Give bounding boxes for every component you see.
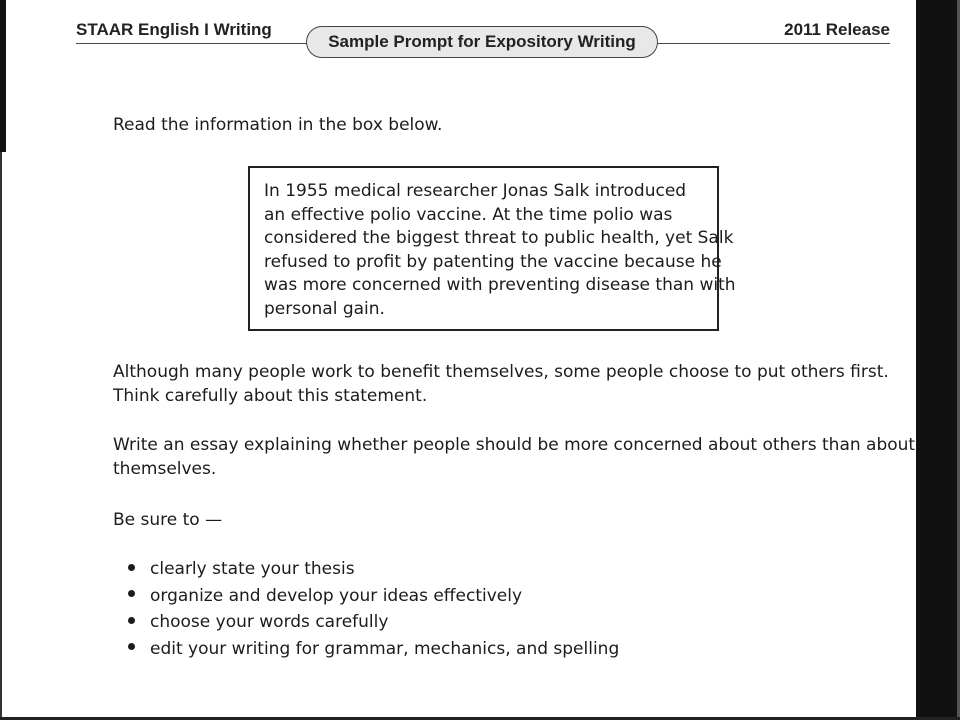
info-line: personal gain. bbox=[264, 298, 385, 319]
info-line: In 1955 medical researcher Jonas Salk introduced bbox=[264, 181, 687, 201]
statement-line: Think carefully about this statement. bbox=[113, 385, 428, 406]
list-item-text: choose your words carefully bbox=[150, 612, 389, 632]
requirements-list bbox=[128, 556, 619, 662]
list-item bbox=[128, 556, 619, 583]
list-item-text: edit your writing for grammar, mechanics, and spelling bbox=[150, 638, 620, 659]
be-sure-text: Be sure to — bbox=[113, 510, 223, 530]
info-line: refused to profit by patenting the vaccine because he bbox=[264, 251, 722, 272]
header-release: 2011 Release bbox=[784, 20, 890, 39]
list-item bbox=[128, 609, 619, 636]
info-line: considered the biggest threat to public health, yet Salk bbox=[264, 228, 734, 248]
header-test-name: STAAR English I Writing bbox=[76, 20, 272, 39]
frame-edge-left bbox=[0, 152, 2, 720]
list-item bbox=[128, 583, 619, 610]
frame-edge-left-top bbox=[0, 0, 6, 152]
list-item bbox=[128, 636, 619, 663]
info-line: an effective polio vaccine. At the time polio was bbox=[264, 204, 673, 225]
frame-edge-right bbox=[916, 0, 960, 720]
bullet-icon bbox=[128, 564, 135, 571]
bullet-icon bbox=[128, 643, 135, 650]
bullet-icon bbox=[128, 590, 135, 597]
bullet-icon bbox=[128, 617, 135, 624]
intro-text: Read the information in the box below. bbox=[113, 115, 443, 135]
task-line: themselves. bbox=[113, 458, 217, 479]
statement-paragraph bbox=[113, 361, 889, 408]
list-item-text: organize and develop your ideas effectively bbox=[150, 585, 523, 606]
task-paragraph bbox=[113, 434, 915, 481]
info-box bbox=[248, 166, 736, 331]
info-line: was more concerned with preventing disease than with bbox=[264, 275, 736, 295]
list-item-text: clearly state your thesis bbox=[150, 559, 355, 579]
statement-line: Although many people work to benefit themselves, some people choose to put others first. bbox=[113, 362, 889, 382]
task-line: Write an essay explaining whether people should be more concerned about others than about bbox=[113, 435, 916, 455]
header-prompt-title: Sample Prompt for Expository Writing bbox=[306, 26, 658, 58]
